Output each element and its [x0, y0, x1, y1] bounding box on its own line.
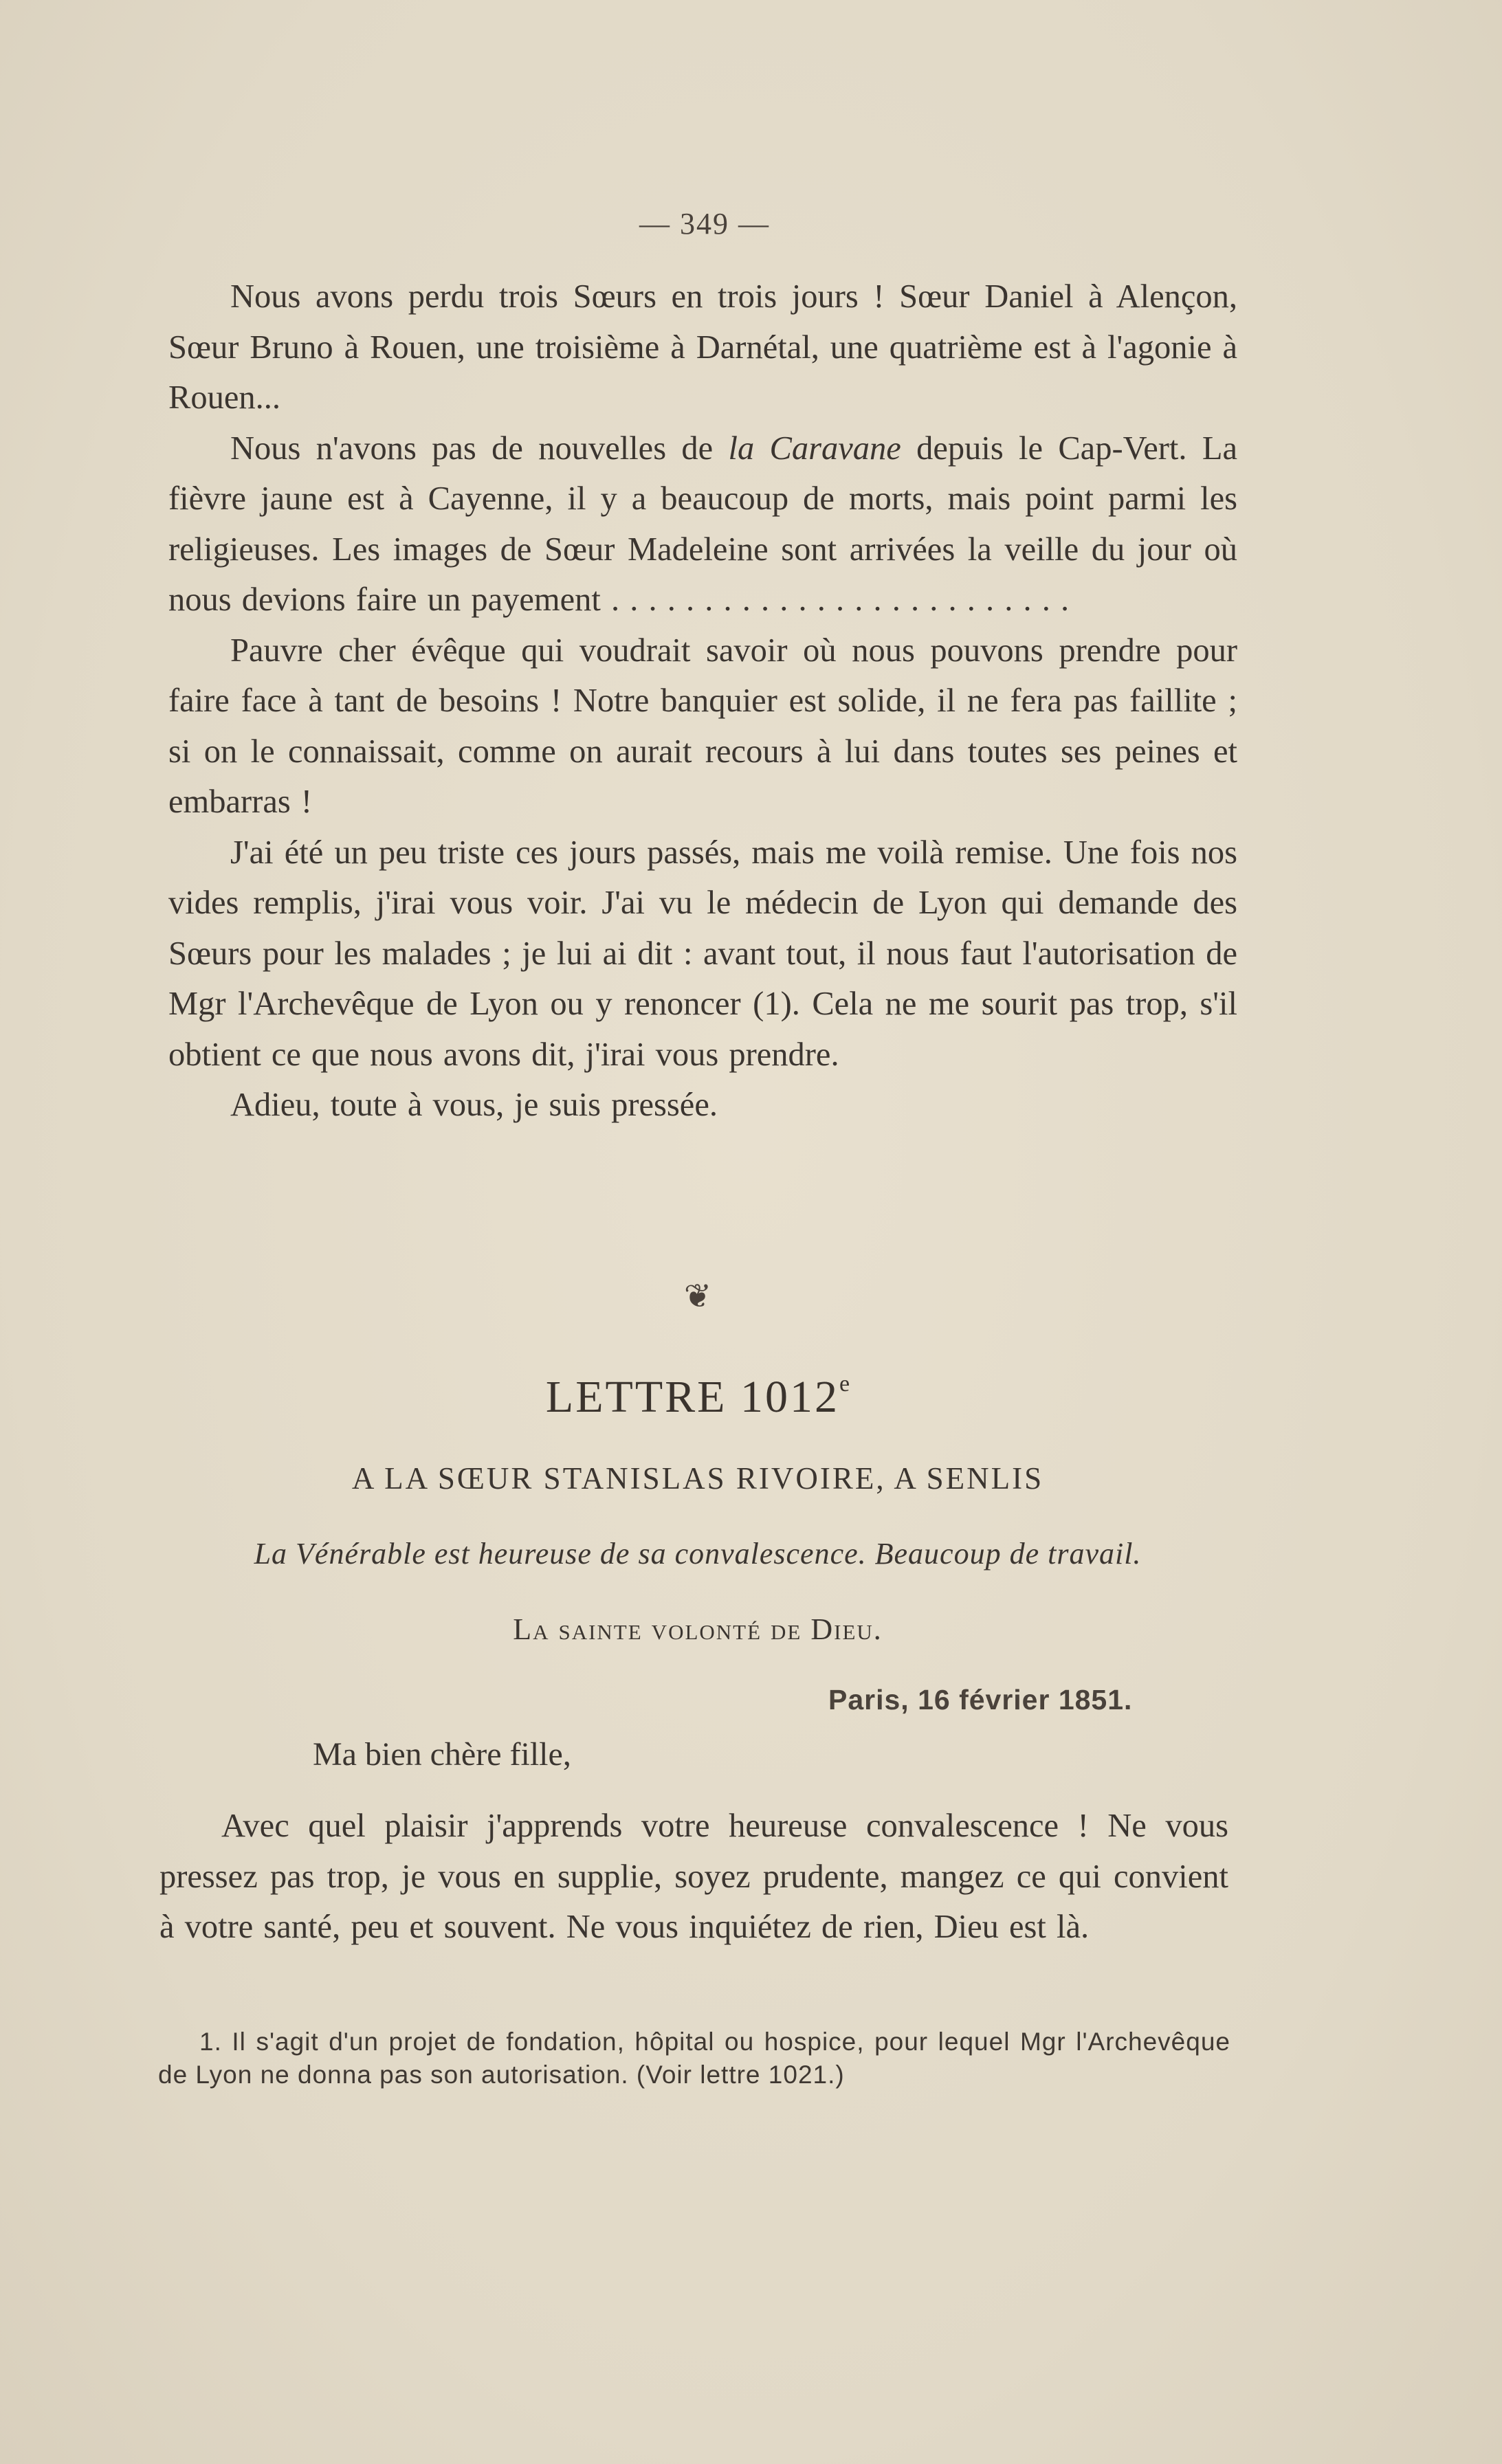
paragraph-bishop: Pauvre cher évêque qui voudrait savoir où nous pouvons prendre pour faire face à tant de besoins ! Notre banquier est solide, il ne fera pas faillite ; si on le connaissait, comme on aurait recours à lui dans toutes ses peines et embarras !	[168, 632, 1237, 820]
letter-title-text: LETTRE 1012	[545, 1372, 839, 1422]
footnote: 1. Il s'agit d'un projet de fondation, hôpital ou hospice, pour lequel Mgr l'Archevêque de Lyon ne donna pas son autorisation. (Voir lettre 1021.)	[158, 2028, 1230, 2089]
paragraph-convalescence: Avec quel plaisir j'apprends votre heureuse convalescence ! Ne vous pressez pas trop, je vous en supplie, soyez prudente, mangez ce qui convient à votre santé, peu et souvent. Ne vous inquiétez de rien, Dieu est là.	[159, 1808, 1228, 1945]
paragraph-deaths: Nous avons perdu trois Sœurs en trois jours ! Sœur Daniel à Alençon, Sœur Bruno à Rouen, une troisième à Darnétal, une quatrième est à l'agonie à Rouen...	[168, 278, 1237, 416]
paragraph-adieu: Adieu, toute à vous, je suis pressée.	[230, 1087, 718, 1123]
fleuron-ornament: ❦	[683, 1278, 712, 1315]
letter-continuation	[168, 271, 1237, 1131]
letter-title	[0, 1371, 1395, 1423]
page-number: — 349 —	[639, 207, 770, 241]
letter-recipient: A LA SŒUR STANISLAS RIVOIRE, A SENLIS	[351, 1461, 1044, 1496]
caravane-text-end: depuis le Cap-Vert. La fièvre jaune est à Cayenne, il y a beaucoup de morts, mais point parmi les religieuses. Les images de Sœur Madeleine sont arrivées la veille du jour où nous devions faire un payement . . . . . . . . . . . . . . . . . . . . . . . . .	[168, 430, 1237, 618]
letter-body	[159, 1801, 1228, 1953]
caravane-title: la Caravane	[728, 430, 901, 467]
letter-title-ordinal: e	[839, 1371, 850, 1397]
caravane-text-start: Nous n'avons pas de nouvelles de	[230, 430, 729, 467]
letter-date: Paris, 16 février 1851.	[828, 1684, 1133, 1716]
paragraph-caravane	[168, 423, 1237, 625]
paragraph-lyon: J'ai été un peu triste ces jours passés, mais me voilà remise. Une fois nos vides remplis, j'irai vous voir. J'ai vu le médecin de Lyon qui demande des Sœurs pour les malades ; je lui ai dit : avant tout, il nous faut l'autorisation de Mgr l'Archevêque de Lyon ou y renoncer (1). Cela ne me sourit pas trop, s'il obtient ce que nous avons dit, j'irai vous prendre.	[168, 834, 1237, 1073]
letter-salutation: Ma bien chère fille,	[313, 1736, 571, 1773]
letter-summary: La Vénérable est heureuse de sa convalescence. Beaucoup de travail.	[254, 1537, 1142, 1570]
letter-motto: La sainte volonté de Dieu.	[513, 1612, 883, 1646]
